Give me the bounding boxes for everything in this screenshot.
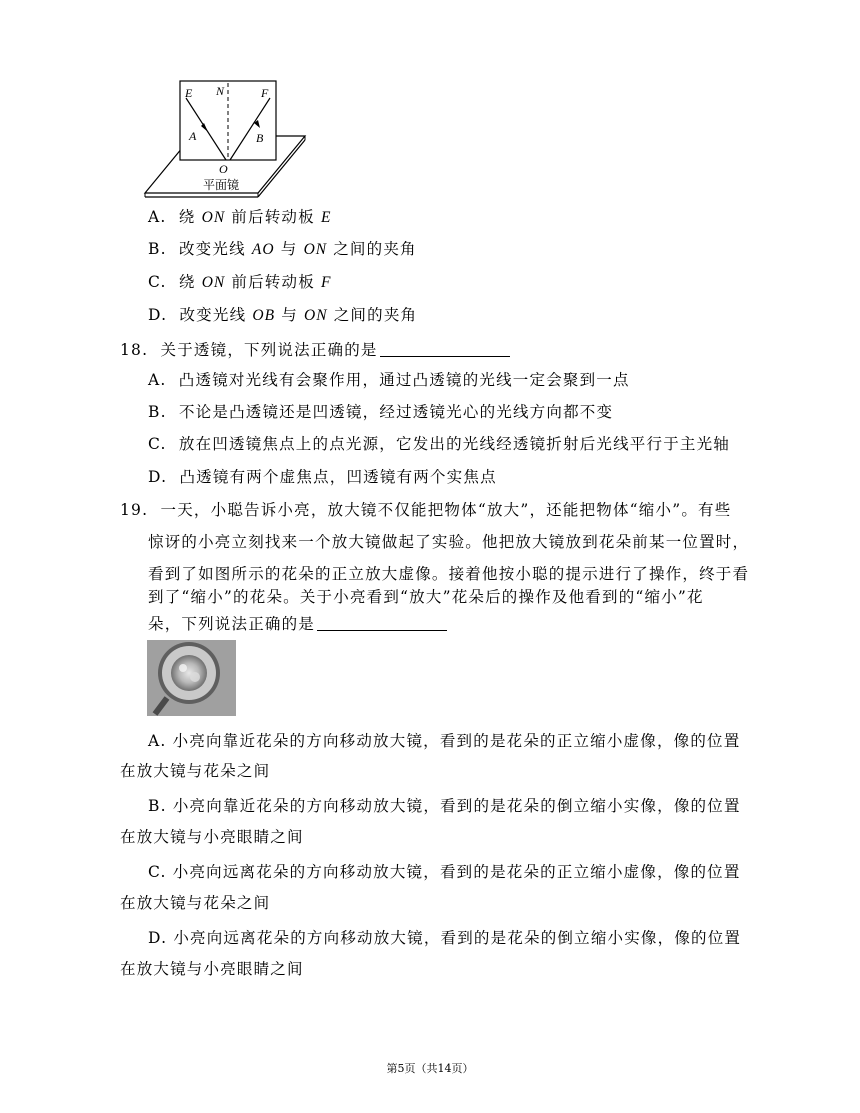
q19-option-c-line-2: 在放大镜与花朵之间 (120, 894, 271, 912)
q19-option-d-line-1: D. 小亮向远离花朵的方向移动放大镜，看到的是花朵的倒立缩小实像，像的位置 (148, 929, 742, 947)
q18-option-b: B. 不论是凸透镜还是凹透镜，经过透镜光心的光线方向都不变 (148, 403, 614, 421)
q19-stem-line-1: 19. 一天，小聪告诉小亮，放大镜不仅能把物体“放大”，还能把物体“缩小”。有些 (120, 501, 732, 519)
q19-option-a-line-1: A. 小亮向靠近花朵的方向移动放大镜，看到的是花朵的正立缩小虚像，像的位置 (148, 732, 741, 750)
q19-stem-line-2: 惊讶的小亮立刻找来一个放大镜做起了实验。他把放大镜放到花朵前某一位置时， (148, 533, 750, 551)
magnifier-flower-photo (147, 640, 236, 716)
q19-option-c-line-1: C. 小亮向远离花朵的方向移动放大镜，看到的是花朵的正立缩小虚像，像的位置 (148, 863, 741, 881)
q18-stem: 18. 关于透镜，下列说法正确的是 (120, 338, 510, 360)
page-footer: 第5页（共14页） (386, 1062, 474, 1075)
q19-stem-line-4: 到了“缩小”的花朵。关于小亮看到“放大”花朵后的操作及他看到的“缩小”花 (148, 588, 704, 606)
label-B: B (256, 131, 264, 145)
label-O: O (219, 162, 228, 176)
q18-number: 18. (120, 341, 149, 359)
q19-option-a-line-2: 在放大镜与花朵之间 (120, 762, 271, 780)
label-N: N (216, 84, 225, 98)
q19-stem-line-3: 看到了如图所示的花朵的正立放大虚像。接着他按小聪的提示进行了操作，终于看 (148, 565, 750, 583)
q19-number: 19. (120, 501, 149, 519)
answer-blank (317, 616, 447, 631)
q19-option-b-line-1: B. 小亮向靠近花朵的方向移动放大镜，看到的是花朵的倒立缩小实像，像的位置 (148, 797, 741, 815)
reflection-figure (140, 76, 315, 201)
q17-option-a: A. 绕 ON 前后转动板 E (148, 208, 332, 226)
q18-option-c: C. 放在凹透镜焦点上的点光源，它发出的光线经透镜折射后光线平行于主光轴 (148, 435, 731, 453)
answer-blank (380, 342, 510, 357)
q19-stem-line-5: 朵，下列说法正确的是 (148, 612, 447, 634)
q19-option-b-line-2: 在放大镜与小亮眼睛之间 (120, 828, 304, 846)
label-A: A (189, 129, 197, 143)
q19-option-d-line-2: 在放大镜与小亮眼睛之间 (120, 960, 304, 978)
q17-option-d: D. 改变光线 OB 与 ON 之间的夹角 (148, 306, 418, 324)
label-F: F (261, 86, 269, 100)
label-mirror: 平面镜 (203, 178, 240, 192)
q17-option-c: C. 绕 ON 前后转动板 F (148, 273, 332, 291)
q17-option-b: B. 改变光线 AO 与 ON 之间的夹角 (148, 240, 417, 258)
q18-option-a: A. 凸透镜对光线有会聚作用，通过凸透镜的光线一定会聚到一点 (148, 371, 630, 389)
label-E: E (185, 86, 193, 100)
q18-option-d: D. 凸透镜有两个虚焦点，凹透镜有两个实焦点 (148, 468, 497, 486)
